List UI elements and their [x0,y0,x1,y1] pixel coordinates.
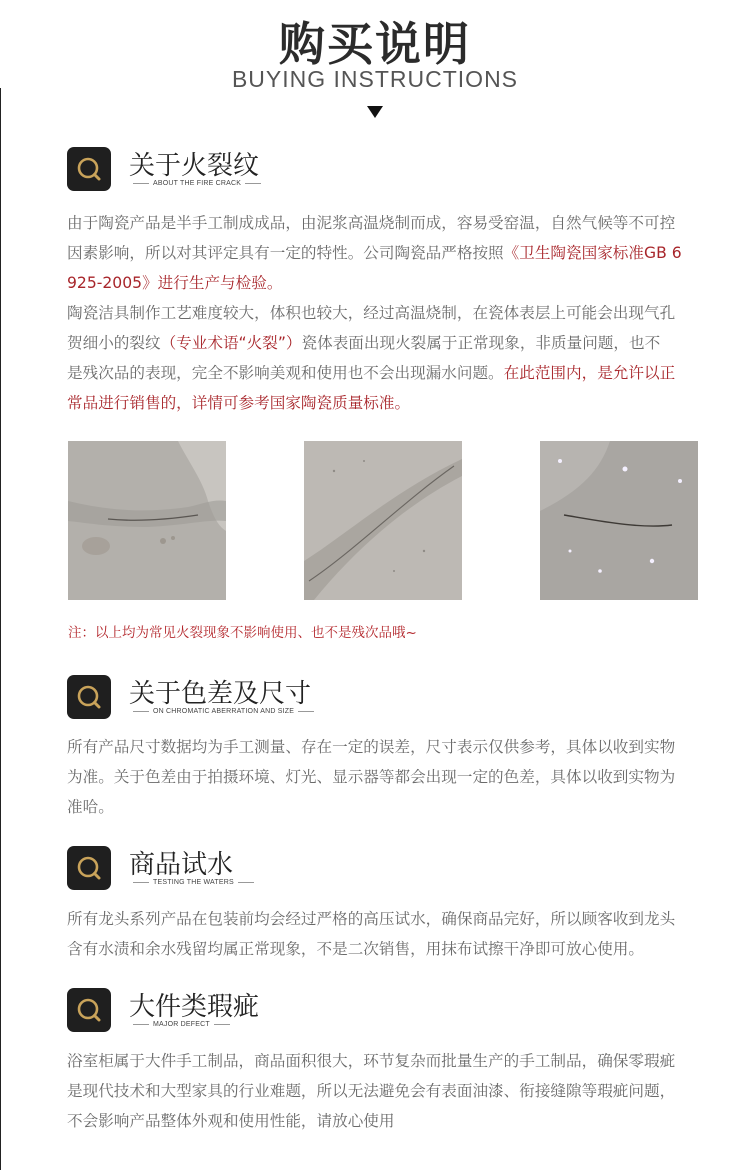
crack-note: 注：以上均为常见火裂现象不影响使用、也不是残次品哦~ [68,625,417,641]
section-fire-crack-body [67,208,707,418]
section-subtitle: MAJOR DEFECT [129,1021,234,1028]
paragraph-line: 浴室柜属于大件手工制品，商品面积很大，环节复杂而批量生产的手工制品，确保零瑕疵 [67,1052,676,1070]
section-title: 关于火裂纹 [129,151,260,181]
magnifier-icon [67,846,111,890]
paragraph-line: 是现代技术和大型家具的行业难题，所以无法避免会有表面油漆、衔接缝隙等瑕疵问题， [67,1082,676,1100]
section-major-defect-body [67,1046,707,1136]
crack-photo-row [68,441,698,600]
section-title: 关于色差及尺寸 [129,679,312,709]
paragraph-line: 由于陶瓷产品是半手工制成成品，由泥浆高温烧制而成，容易受窑温，自然气候等不可控 [67,214,676,232]
section-subtitle: ABOUT THE FIRE CRACK [129,180,265,187]
section-title: 商品试水 [129,850,234,880]
magnifier-icon [67,675,111,719]
paragraph-line: 含有水渍和余水残留均属正常现象，不是二次销售，用抹布试擦干净即可放心使用。 [67,940,644,958]
paragraph-line: 是残次品的表现，完全不影响美观和使用也不会出现漏水问题。在此范围内，是允许以正 [67,364,676,382]
section-color-size-body [67,732,707,822]
left-edge-line [0,88,1,1170]
page-title: 购买说明 [279,17,471,71]
section-title: 大件类瑕疵 [129,992,260,1022]
paragraph-line: 所有龙头系列产品在包装前均会经过严格的高压试水，确保商品完好，所以顾客收到龙头 [67,910,676,928]
crack-photo [304,441,462,600]
crack-photo [540,441,698,600]
paragraph-line: 陶瓷洁具制作工艺难度较大，体积也较大，经过高温烧制，在瓷体表层上可能会出现气孔 [67,304,676,322]
paragraph-line: 925-2005》进行生产与检验。 [67,274,283,292]
down-arrow-icon [367,106,383,118]
paragraph-line: 因素影响，所以对其评定具有一定的特性。公司陶瓷品严格按照《卫生陶瓷国家标准GB 6 [67,244,682,262]
section-subtitle: TESTING THE WATERS [129,879,258,886]
section-water-test-body [67,904,707,964]
paragraph-line: 贺细小的裂纹（专业术语“火裂”）瓷体表面出现火裂属于正常现象，非质量问题，也不 [67,334,661,352]
magnifier-icon [67,147,111,191]
section-subtitle: ON CHROMATIC ABERRATION AND SIZE [129,708,318,715]
magnifier-icon [67,988,111,1032]
paragraph-line: 所有产品尺寸数据均为手工测量、存在一定的误差，尺寸表示仅供参考，具体以收到实物 [67,738,676,756]
page-subtitle: BUYING INSTRUCTIONS [231,66,519,92]
paragraph-line: 常品进行销售的，详情可参考国家陶瓷质量标准。 [67,394,411,412]
paragraph-line: 为准。关于色差由于拍摄环境、灯光、显示器等都会出现一定的色差，具体以收到实物为 [67,768,676,786]
paragraph-line: 准哈。 [67,798,114,816]
crack-photo [68,441,226,600]
paragraph-line: 不会影响产品整体外观和使用性能，请放心使用 [67,1112,395,1130]
